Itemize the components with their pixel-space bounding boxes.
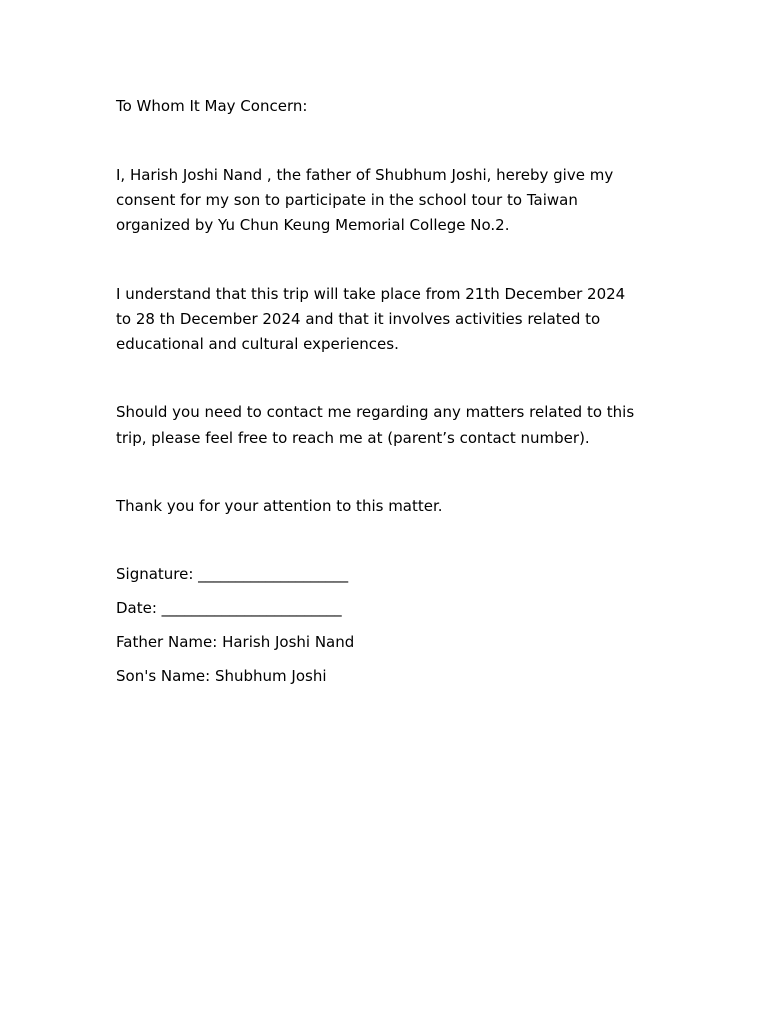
salutation: To Whom It May Concern: (116, 97, 308, 115)
paragraph-3-line-1: Should you need to contact me regarding any matters related to this (116, 403, 635, 421)
paragraph-1-line-1: I, Harish Joshi Nand , the father of Shubhum Joshi, hereby give my (116, 166, 614, 184)
paragraph-2-line-1: I understand that this trip will take place from 21th December 2024 (116, 285, 626, 303)
paragraph-3-line-2: trip, please feel free to reach me at (parent’s contact number). (116, 429, 590, 447)
father-name-line: Father Name: Harish Joshi Nand (116, 633, 355, 651)
paragraph-1-line-3: organized by Yu Chun Keung Memorial College No.2. (116, 216, 510, 234)
paragraph-2-line-2: to 28 th December 2024 and that it involves activities related to (116, 310, 601, 328)
signature-field: Signature: ____________________ (116, 565, 349, 583)
paragraph-1-line-2: consent for my son to participate in the school tour to Taiwan (116, 191, 578, 209)
closing-line: Thank you for your attention to this matter. (116, 497, 443, 515)
son-name-line: Son's Name: Shubhum Joshi (116, 667, 327, 685)
date-field: Date: ________________________ (116, 599, 342, 617)
paragraph-2-line-3: educational and cultural experiences. (116, 335, 399, 353)
